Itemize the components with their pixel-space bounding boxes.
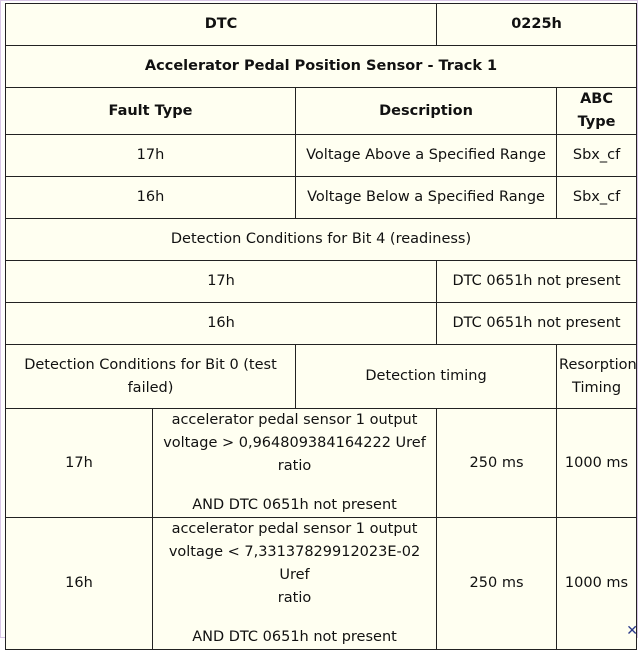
condition-line: voltage > 0,964809384164222 Uref ratio [155, 432, 434, 478]
corner-mark-icon: ✕ [626, 623, 638, 639]
sensor-title: Accelerator Pedal Position Sensor - Track 1 [6, 46, 637, 88]
condition-spacer [155, 478, 434, 494]
column-header-description: Description [296, 88, 557, 135]
condition-line: AND DTC 0651h not present [155, 494, 434, 517]
fault-table-header [6, 88, 637, 135]
resorption-timing-cell: 1000 ms [557, 518, 637, 650]
detection-timing-cell: 250 ms [437, 518, 557, 650]
readiness-heading-row [6, 219, 637, 261]
detection-timing-cell: 250 ms [437, 409, 557, 518]
readiness-condition-cell: DTC 0651h not present [437, 261, 637, 303]
condition-line: accelerator pedal sensor 1 output [155, 518, 434, 541]
dtc-label: DTC [6, 4, 437, 46]
table-row [6, 177, 637, 219]
condition-line: accelerator pedal sensor 1 output [155, 409, 434, 432]
abc-type-cell: Sbx_cf [557, 177, 637, 219]
title-row [6, 46, 637, 88]
table-row [6, 135, 637, 177]
readiness-heading: Detection Conditions for Bit 4 (readiness) [6, 219, 637, 261]
condition-spacer [155, 610, 434, 626]
table-row [6, 261, 637, 303]
fault-type-cell: 16h [6, 177, 296, 219]
condition-line: voltage < 7,33137829912023E-02 Uref [155, 541, 434, 587]
test-failed-heading-row [6, 345, 637, 409]
dtc-table [5, 3, 637, 650]
fault-type-cell: 16h [6, 303, 437, 345]
fault-type-cell: 17h [6, 261, 437, 303]
detection-timing-heading: Detection timing [296, 345, 557, 409]
column-header-fault-type: Fault Type [6, 88, 296, 135]
fault-type-cell: 17h [6, 135, 296, 177]
abc-type-cell: Sbx_cf [557, 135, 637, 177]
description-cell: Voltage Below a Specified Range [296, 177, 557, 219]
table-row [6, 518, 637, 650]
detection-condition-cell [153, 409, 437, 518]
fault-type-cell: 17h [6, 409, 153, 518]
table-row [6, 303, 637, 345]
condition-line: AND DTC 0651h not present [155, 626, 434, 649]
detection-condition-cell [153, 518, 437, 650]
resorption-timing-cell: 1000 ms [557, 409, 637, 518]
table-row [6, 409, 637, 518]
readiness-condition-cell: DTC 0651h not present [437, 303, 637, 345]
resorption-timing-heading [557, 345, 637, 409]
test-failed-heading: Detection Conditions for Bit 0 (test failed) [6, 345, 296, 409]
resorption-heading-line: Resorption [559, 354, 634, 377]
dtc-code: 0225h [437, 4, 637, 46]
resorption-heading-line: Timing [559, 377, 634, 400]
description-cell: Voltage Above a Specified Range [296, 135, 557, 177]
condition-line: ratio [155, 587, 434, 610]
column-header-abc-type: ABC Type [557, 88, 637, 135]
dtc-header-row [6, 4, 637, 46]
fault-type-cell: 16h [6, 518, 153, 650]
